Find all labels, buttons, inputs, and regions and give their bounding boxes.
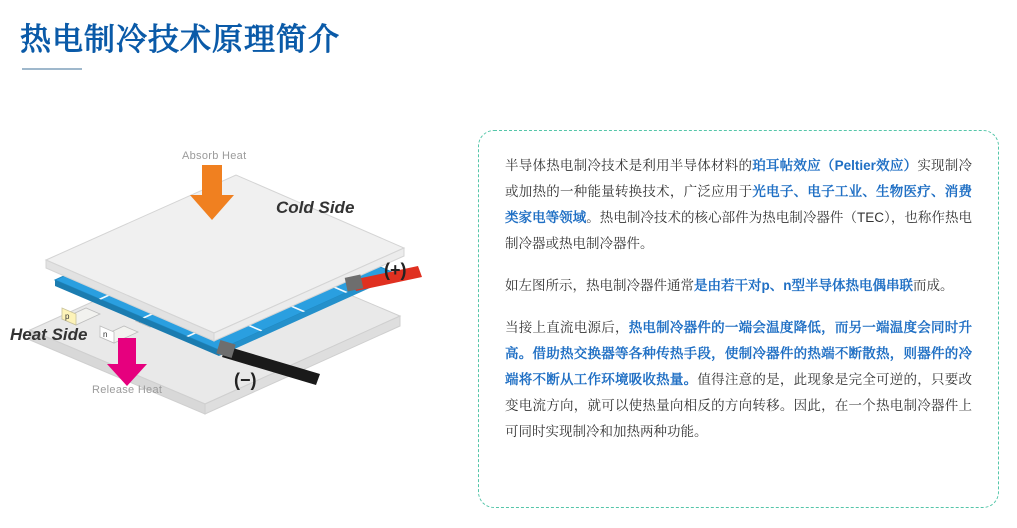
release-heat-label: Release Heat (92, 384, 163, 396)
svg-text:p: p (65, 312, 70, 321)
tec-module-diagram (0, 120, 470, 420)
paragraph-2: 如左图所示，热电制冷器件通常是由若干对p、n型半导体热电偶串联而成。 (505, 278, 954, 293)
title-divider (22, 68, 82, 70)
page-title: 热电制冷技术原理简介 (20, 22, 340, 57)
absorb-heat-label: Absorb Heat (182, 150, 247, 162)
cold-side-label: Cold Side (276, 198, 355, 217)
heat-side-label: Heat Side (10, 325, 88, 344)
positive-terminal-label: (+) (384, 260, 407, 280)
paragraph-1: 半导体热电制冷技术是利用半导体材料的珀耳帖效应（Peltier效应）实现制冷或加热的一种能量转换技术，广泛应用于光电子、电子工业、生物医疗、消费类家电等领域。热电制冷技术的核心部件为热电制冷器件（TEC），也称作热电制冷器或热电制冷器件。 (505, 158, 973, 251)
svg-text:n: n (103, 330, 108, 339)
negative-terminal-label: (−) (234, 370, 257, 390)
description-panel (478, 130, 999, 508)
paragraph-3: 当接上直流电源后，热电制冷器件的一端会温度降低，而另一端温度会同时升高。借助热交换器等各种传热手段，使制冷器件的热端不断散热，则器件的冷端将不断从工作环境吸收热量。值得注意的是，此现象是完全可逆的，只要改变电流方向，就可以使热量向相反的方向转移。因此，在一个热电制冷器件上可同时实现制冷和加热两种功能。 (505, 320, 973, 439)
